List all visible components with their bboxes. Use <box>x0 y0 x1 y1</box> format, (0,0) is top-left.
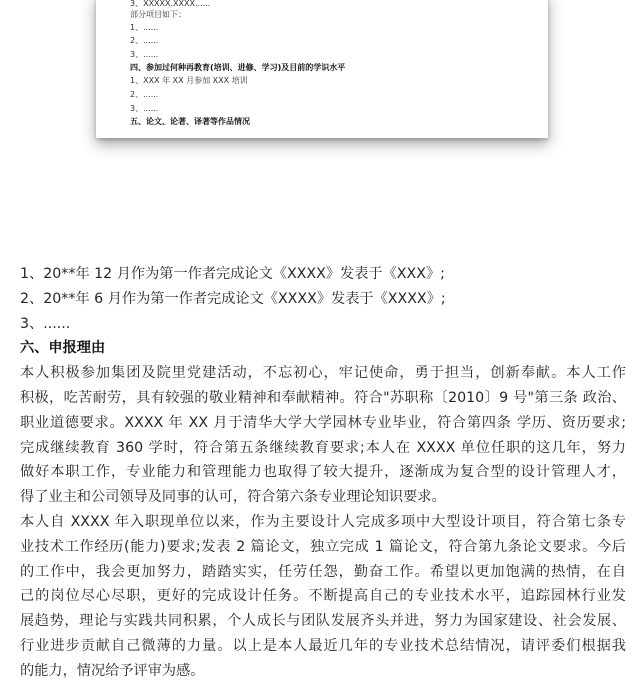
body-line: 做好本职工作，专业能力和管理能力也取得了较大提升，逐渐成为复合型的设计管理人才， <box>20 464 626 481</box>
paper-item: 2、20**年 6 月作为第一作者完成论文《XXXX》发表于《XXXX》; <box>20 290 446 307</box>
body-line: 本人自 XXXX 年入职现单位以来，作为主要设计人完成多项中大型设计项目，符合第七条专 <box>20 513 626 530</box>
body-line: 的工作中，我会更加努力，踏踏实实，任劳任怨，勤奋工作。希望以更加饱满的热情，在自 <box>20 563 626 580</box>
body-line: 职业道德要求。XXXX 年 XX 月于清华大学大学园林专业毕业，符合第四条 学历、资历要求; <box>20 414 626 431</box>
body-line: 本人积极参加集团及院里党建活动，不忘初心，牢记使命，勇于担当，创新奉献。本人工作 <box>20 365 626 382</box>
preview-line: 2、...... <box>130 90 159 99</box>
preview-line: 1、XXX 年 XX 月参加 XXX 培训 <box>130 76 248 85</box>
section-heading: 六、申报理由 <box>20 340 106 357</box>
page-preview-card <box>96 0 548 138</box>
paper-item: 3、...... <box>20 315 71 332</box>
preview-line: 1、...... <box>130 23 159 32</box>
body-line: 完成继续教育 360 学时，符合第五条继续教育要求;本人在 XXXX 单位任职的这几年，努力 <box>20 439 626 456</box>
body-line: 积极，吃苦耐劳，具有较强的敬业精神和奉献精神。符合"苏职称〔2010〕9 号"第三条 政治、 <box>20 389 626 406</box>
body-line: 得了业主和公司领导及同事的认可，符合第六条专业理论知识要求。 <box>20 489 446 506</box>
preview-line: 3、...... <box>130 104 159 113</box>
body-line: 展趋势，理论与实践共同积累，个人成长与团队发展齐头并进，努力为国家建设、社会发展、 <box>20 613 626 630</box>
document-body <box>20 262 626 684</box>
body-line: 的能力，情况给予评审为感。 <box>20 662 205 679</box>
preview-line: 2、...... <box>130 36 159 45</box>
preview-section-heading: 四、参加过何种再教育(培训、进修、学习)及目前的学识水平 <box>130 63 346 72</box>
paper-item: 1、20**年 12 月作为第一作者完成论文《XXXX》发表于《XXX》; <box>20 266 445 282</box>
preview-section-heading: 五、论文、论著、译著等作品情况 <box>130 117 250 126</box>
preview-line: 部分项目如下： <box>130 10 186 19</box>
preview-line: 3、...... <box>130 50 159 59</box>
body-line: 业技术工作经历(能力)要求;发表 2 篇论文，独立完成 1 篇论文，符合第九条论文要求。今后 <box>20 538 626 555</box>
body-line: 行业进步贡献自己微薄的力量。以上是本人最近几年的专业技术总结情况，请评委们根据我 <box>20 637 626 654</box>
body-line: 己的岗位尽心尽职，更好的完成设计任务。不断提高自己的专业技术水平，追踪园林行业发 <box>20 588 626 605</box>
preview-line: 3、XXXXX.XXXX...... <box>130 0 211 8</box>
